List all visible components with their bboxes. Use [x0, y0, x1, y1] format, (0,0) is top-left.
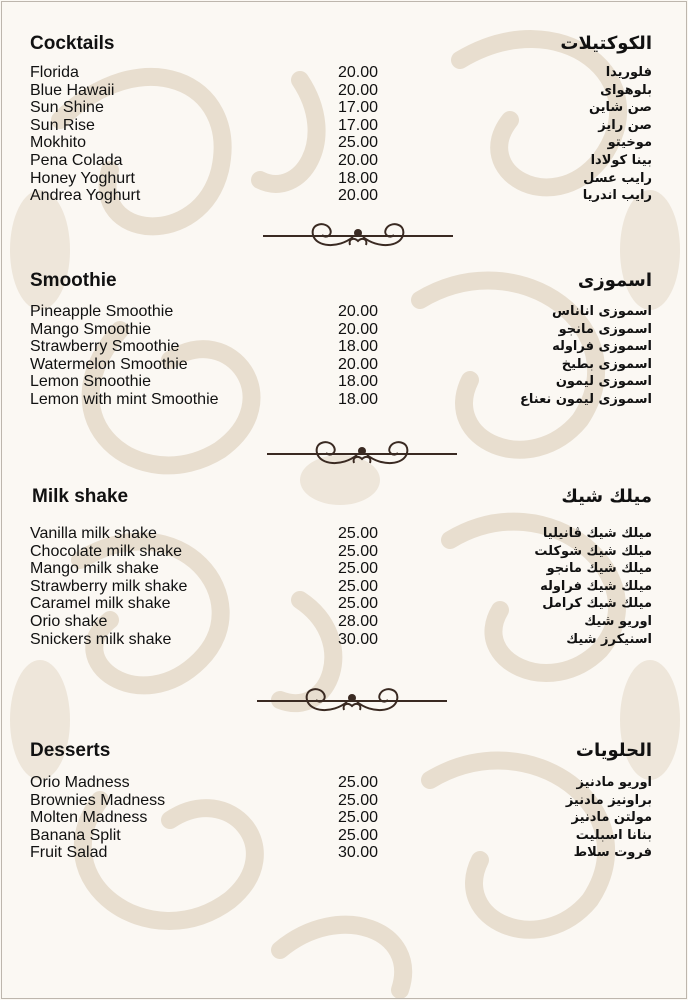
item-name-en: Pineapple Smoothie	[30, 303, 174, 320]
item-name-en: Mokhito	[30, 134, 87, 152]
menu-item	[0, 82, 688, 100]
item-name-en: Chocolate milk shake	[30, 542, 183, 560]
section-title-ar: اسموزى	[577, 270, 652, 291]
menu-item	[0, 595, 688, 613]
item-name-en: Honey Yoghurt	[30, 169, 135, 187]
item-name-en: Strawberry milk shake	[30, 577, 188, 595]
item-price: 17.00	[338, 99, 379, 117]
item-price: 20.00	[338, 64, 379, 81]
item-name-ar: اوريو مادنيز	[576, 775, 652, 790]
item-name-en: Banana Split	[30, 826, 121, 844]
item-name-en: Lemon with mint Smoothie	[30, 390, 219, 408]
item-price: 17.00	[338, 116, 379, 134]
menu-item	[0, 303, 688, 321]
item-name-en: Molten Madness	[30, 809, 148, 827]
menu-item	[0, 613, 688, 631]
section-title-ar: الكوكتيلات	[560, 33, 652, 54]
item-price: 20.00	[338, 303, 379, 320]
section-title-ar: ميلك شيك	[561, 486, 652, 507]
section-title-en: Desserts	[30, 740, 111, 761]
item-name-ar: بينا كولادا	[590, 152, 652, 168]
item-name-en: Sun Rise	[30, 116, 95, 134]
menu-item	[0, 187, 688, 205]
item-name-en: Snickers milk shake	[30, 630, 172, 648]
item-price: 30.00	[338, 630, 379, 648]
item-price: 25.00	[338, 525, 379, 542]
menu-item	[0, 827, 688, 845]
menu-item	[0, 631, 688, 649]
item-price: 18.00	[338, 373, 379, 391]
item-name-en: Caramel milk shake	[30, 595, 171, 613]
item-name-en: Andrea Yoghurt	[30, 187, 141, 205]
item-price: 20.00	[338, 320, 379, 338]
item-name-en: Strawberry Smoothie	[30, 338, 180, 356]
item-name-ar: فلوريدا	[605, 65, 652, 80]
menu-item	[0, 99, 688, 117]
item-name-ar: ميلك شيك شوكلت	[534, 543, 652, 559]
ornament-divider	[252, 680, 452, 720]
menu-item	[0, 64, 688, 82]
item-price: 20.00	[338, 81, 379, 99]
item-name-ar: اسموزى مانجو	[558, 321, 652, 337]
item-price: 20.00	[338, 355, 379, 373]
menu-item	[0, 792, 688, 810]
menu-item	[0, 321, 688, 339]
item-name-ar: اسنيكرز شيك	[566, 631, 652, 647]
item-name-ar: ميلك شيك مانجو	[546, 561, 652, 577]
item-name-ar: ميلك شيك فراوله	[540, 578, 652, 594]
item-price: 25.00	[338, 595, 379, 613]
item-name-ar: اسموزى اناناس	[552, 304, 652, 319]
menu-item	[0, 844, 688, 862]
section-title-en: Smoothie	[30, 270, 117, 291]
item-name-ar: صن شاين	[588, 100, 652, 116]
item-price: 25.00	[338, 577, 379, 595]
item-price: 25.00	[338, 774, 379, 791]
item-name-ar: اسموزى ليمون	[555, 374, 652, 390]
item-price: 25.00	[338, 809, 379, 827]
ornament-divider	[262, 433, 462, 473]
item-name-en: Watermelon Smoothie	[30, 355, 188, 373]
item-price: 28.00	[338, 612, 379, 630]
item-name-ar: موخيتو	[607, 135, 652, 151]
item-name-ar: ميلك شيك كرامل	[542, 596, 652, 612]
item-name-ar: بنانا اسبليت	[575, 827, 652, 843]
menu-item	[0, 373, 688, 391]
item-name-ar: رايب اندريا	[582, 188, 652, 204]
item-name-ar: بلوهواى	[600, 82, 652, 98]
item-name-en: Florida	[30, 64, 79, 81]
section-title-ar: الحلويات	[575, 740, 652, 761]
item-price: 25.00	[338, 134, 379, 152]
item-name-ar: ميلك شيك ڤانيليا	[542, 526, 652, 541]
item-name-ar: اسموزى ليمون نعناع	[520, 391, 652, 407]
item-price: 25.00	[338, 542, 379, 560]
item-name-en: Sun Shine	[30, 99, 104, 117]
item-name-ar: اوريو شيك	[584, 613, 652, 629]
menu-item	[0, 356, 688, 374]
item-price: 30.00	[338, 844, 379, 862]
item-name-ar: رايب عسل	[583, 170, 652, 186]
item-price: 25.00	[338, 791, 379, 809]
menu-item	[0, 578, 688, 596]
menu-item	[0, 117, 688, 135]
menu-item	[0, 152, 688, 170]
item-price: 20.00	[338, 187, 379, 205]
item-price: 25.00	[338, 560, 379, 578]
item-name-en: Blue Hawaii	[30, 81, 115, 99]
item-name-ar: براونيز مادنيز	[565, 792, 652, 808]
menu-item	[0, 560, 688, 578]
menu-item	[0, 774, 688, 792]
item-name-en: Brownies Madness	[30, 791, 166, 809]
section-title-en: Milk shake	[32, 486, 129, 507]
item-name-ar: مولتن مادنيز	[571, 810, 652, 826]
menu-item	[0, 170, 688, 188]
menu-item	[0, 338, 688, 356]
item-name-en: Mango milk shake	[30, 560, 159, 578]
menu-item	[0, 134, 688, 152]
item-price: 25.00	[338, 826, 379, 844]
item-price: 20.00	[338, 151, 379, 169]
menu-item	[0, 543, 688, 561]
item-name-ar: صن رايز	[598, 117, 652, 133]
menu-item	[0, 391, 688, 409]
item-name-en: Orio shake	[30, 612, 108, 630]
item-name-en: Pena Colada	[30, 151, 123, 169]
item-name-en: Lemon Smoothie	[30, 373, 151, 391]
item-name-ar: فروت سلاط	[573, 845, 652, 861]
ornament-divider	[258, 215, 458, 255]
item-name-en: Mango Smoothie	[30, 320, 151, 338]
section-title-en: Cocktails	[30, 33, 115, 54]
menu-item	[0, 809, 688, 827]
item-price: 18.00	[338, 338, 379, 356]
item-name-en: Orio Madness	[30, 774, 130, 791]
item-name-en: Fruit Salad	[30, 844, 108, 862]
item-name-ar: اسموزى بطيخ	[561, 356, 652, 372]
item-name-ar: اسموزى فراوله	[552, 339, 652, 355]
item-name-en: Vanilla milk shake	[30, 525, 157, 542]
item-price: 18.00	[338, 390, 379, 408]
menu-item	[0, 525, 688, 543]
item-price: 18.00	[338, 169, 379, 187]
